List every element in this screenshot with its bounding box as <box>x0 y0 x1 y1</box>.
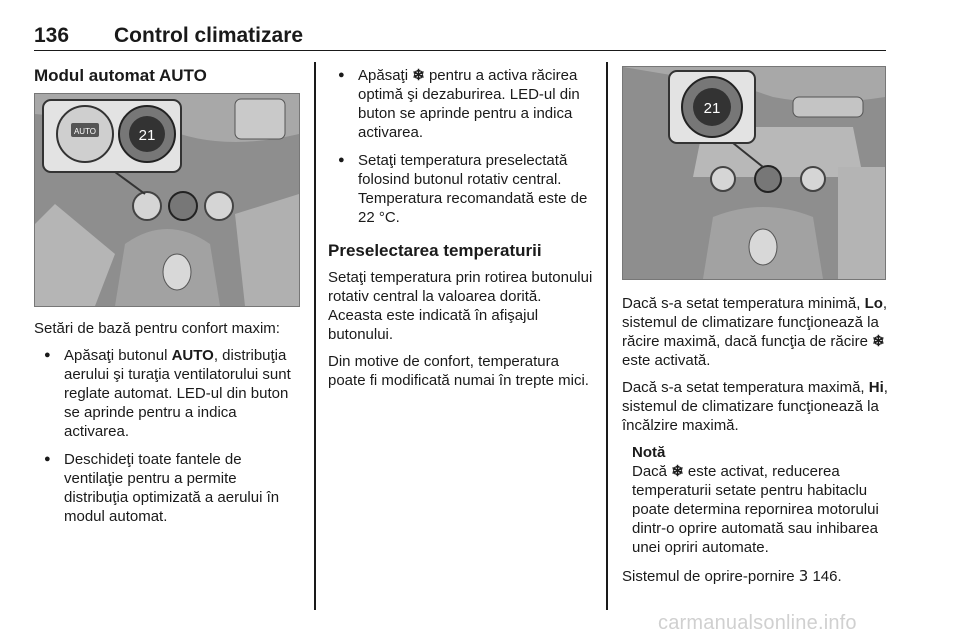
chapter-title: Control climatizare <box>114 24 304 47</box>
auto-label: AUTO <box>73 127 97 136</box>
note-title: Notă <box>632 444 666 461</box>
column-divider <box>606 62 608 610</box>
column-divider <box>314 62 316 610</box>
triangle-right-icon[interactable]: 3 <box>798 567 809 585</box>
paragraph: Din motive de confort, temperatura poate fi modificată numai în trepte mici. <box>328 353 589 389</box>
section-title: Modul automat AUTO <box>34 66 207 85</box>
list-item: ● Deschideţi toate fantele de ventilaţie pentru a permite distribuţia optimizată a aerului în modul automat. <box>34 450 300 526</box>
paragraph: Setaţi temperatura prin rotirea butonului rotativ central la valoarea dorită. Aceasta este indicată în afişajul butonului. <box>328 269 593 343</box>
column-2 <box>328 62 594 398</box>
page-header <box>34 20 886 51</box>
page-number: 136 <box>34 24 70 47</box>
note-text: Dacă ❄ este activat, reducerea temperaturii setate pentru habitaclu poate determina repornirea motorului dintr-o oprire automată sau inhibarea unei opriri automate. <box>632 463 879 556</box>
column-1 <box>34 62 300 535</box>
note-box <box>622 443 888 557</box>
watermark: carmanualsonline.info <box>658 612 857 634</box>
column-3 <box>622 62 888 594</box>
list-item: ● Apăsaţi ❄ pentru a activa răcirea optimă şi dezaburirea. LED-ul din buton se aprinde pentru a indica activarea. <box>328 66 594 142</box>
cross-reference: Sistemul de oprire-pornire 3 146. <box>622 567 842 585</box>
section-title: Preselectarea temperaturii <box>328 241 542 260</box>
figure-temperature-knob <box>622 66 886 280</box>
figure-auto-mode <box>34 93 300 307</box>
bullet-list <box>34 346 300 526</box>
temperature-display: 21 <box>138 127 156 144</box>
paragraph: Dacă s-a setat temperatura maximă, Hi, sistemul de climatizare funcţionează la încălzire maximă. <box>622 379 888 434</box>
list-item: ● Apăsaţi butonul AUTO, distribuţia aerului şi turaţia ventilatorului sunt reglate automat. LED-ul din buton se aprinde pentru a indica activarea. <box>34 346 300 441</box>
snowflake-icon: ❄ <box>671 463 684 480</box>
snowflake-icon: ❄ <box>412 67 425 84</box>
temperature-display: 21 <box>703 100 721 117</box>
snowflake-icon: ❄ <box>872 333 885 350</box>
list-item: ● Setaţi temperatura preselectată folosind butonul rotativ central. Temperatura recomandată este de 22 °C. <box>328 151 594 227</box>
intro-text: Setări de bază pentru confort maxim: <box>34 320 280 337</box>
paragraph: Dacă s-a setat temperatura minimă, Lo, sistemul de climatizare funcţionează la răcire maximă, dacă funcţia de răcire ❄ este activată. <box>622 295 888 369</box>
bullet-list <box>328 66 594 227</box>
